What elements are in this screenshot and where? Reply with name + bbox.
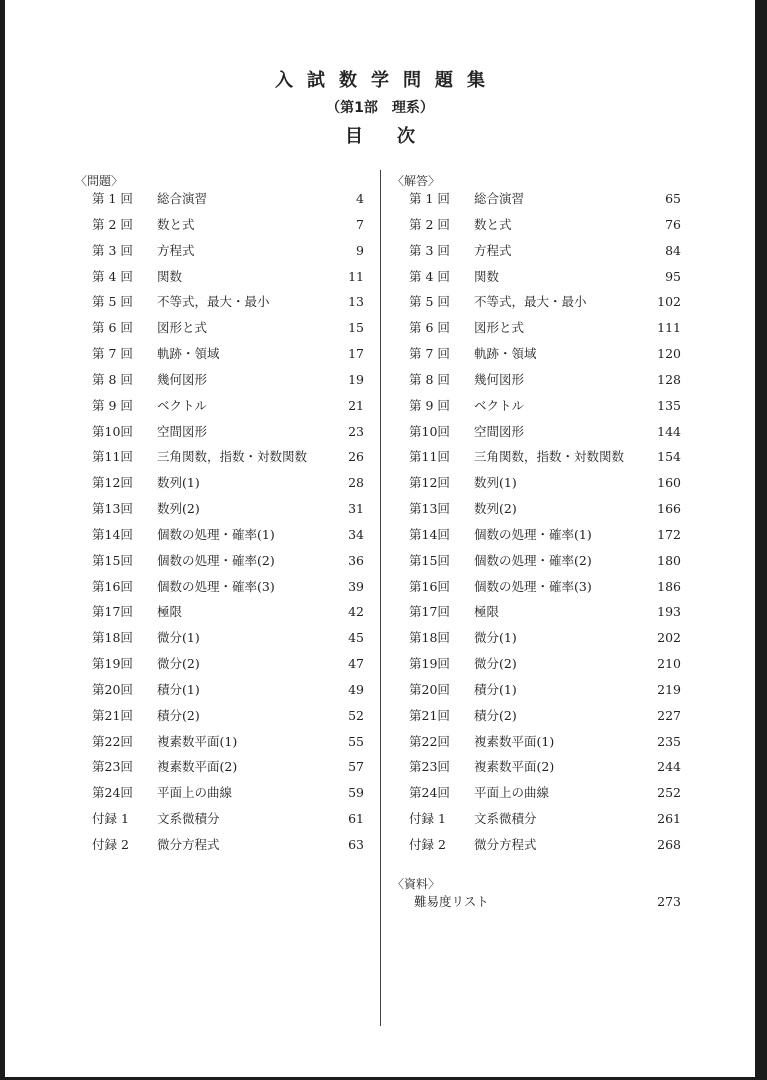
- entry-label: 第 2 回: [409, 216, 450, 232]
- toc-entry[interactable]: [92, 628, 364, 648]
- entry-title: 数と式: [157, 216, 195, 232]
- toc-entry[interactable]: [409, 680, 681, 700]
- entry-title: 積分(1): [474, 681, 517, 697]
- entry-title: 積分(2): [474, 707, 517, 723]
- entry-page: 244: [657, 759, 681, 775]
- entry-label: 第 9 回: [92, 397, 133, 413]
- entry-title: 総合演習: [157, 191, 208, 206]
- entry-page: 193: [657, 604, 681, 620]
- entry-label: 付録 2: [409, 837, 446, 852]
- entry-title: 図形と式: [157, 320, 208, 336]
- toc-entry[interactable]: [409, 892, 681, 912]
- entry-title: 幾何図形: [157, 371, 208, 387]
- entry-page: 65: [665, 191, 681, 206]
- entry-label: 付録 1: [92, 811, 129, 827]
- entry-label: 第17回: [92, 604, 133, 620]
- entry-page: 39: [348, 578, 364, 594]
- toc-entry[interactable]: [409, 757, 681, 777]
- entry-label: 第13回: [92, 501, 133, 517]
- entry-label: 第17回: [409, 604, 450, 620]
- book-title: 入試数学問題集: [275, 70, 499, 91]
- entry-page: 31: [348, 501, 364, 517]
- entry-page: 9: [356, 242, 364, 258]
- toc-entry[interactable]: [92, 422, 364, 442]
- entry-page: 202: [657, 630, 681, 646]
- toc-entry[interactable]: [92, 396, 364, 416]
- entry-label: 第14回: [409, 526, 450, 542]
- toc-entry[interactable]: [92, 241, 364, 261]
- entry-page: 252: [657, 785, 681, 801]
- entry-title: 複素数平面(1): [157, 733, 238, 749]
- document-page: [5, 0, 755, 1077]
- toc-entry[interactable]: [92, 654, 364, 674]
- toc-entry[interactable]: [409, 809, 681, 829]
- entry-page: 42: [348, 604, 364, 620]
- entry-page: 154: [657, 449, 681, 465]
- entry-page: 111: [657, 320, 681, 336]
- entry-label: 第24回: [409, 785, 450, 801]
- entry-page: 55: [348, 733, 364, 749]
- entry-title: 個数の処理・確率(1): [157, 526, 275, 542]
- entry-title: 個数の処理・確率(1): [474, 526, 592, 542]
- entry-page: 34: [348, 526, 364, 542]
- toc-entry[interactable]: [409, 292, 681, 312]
- toc-entry[interactable]: [92, 809, 364, 829]
- entry-title: 不等式，最大・最小: [474, 294, 587, 310]
- entry-page: 21: [348, 397, 364, 413]
- entry-title: 複素数平面(1): [474, 733, 555, 749]
- entry-label: 第 6 回: [409, 320, 450, 336]
- entry-label: 第22回: [409, 733, 450, 749]
- entry-title: 文系微積分: [474, 811, 537, 827]
- entry-label: 第11回: [409, 449, 450, 465]
- entry-label: 第11回: [92, 449, 133, 465]
- toc-entry[interactable]: [92, 447, 364, 467]
- toc-entry[interactable]: [92, 267, 364, 287]
- entry-label: 第18回: [409, 630, 450, 646]
- entry-title: 微分方程式: [157, 837, 220, 852]
- entry-page: 11: [348, 268, 364, 284]
- entry-label: 第 3 回: [92, 242, 133, 258]
- toc-entry[interactable]: [92, 706, 364, 726]
- entry-label: 第15回: [92, 552, 133, 568]
- toc-entry[interactable]: [409, 344, 681, 364]
- entry-label: 第16回: [92, 578, 133, 594]
- entry-page: 210: [657, 656, 681, 672]
- column-divider: [380, 170, 381, 1026]
- entry-label: 第14回: [92, 526, 133, 542]
- entry-page: 84: [665, 242, 681, 258]
- toc-entry[interactable]: [92, 680, 364, 700]
- toc-entry[interactable]: [92, 370, 364, 390]
- entry-title: 積分(1): [157, 681, 200, 697]
- entry-title: 数列(1): [474, 475, 517, 491]
- entry-title: 方程式: [474, 242, 512, 258]
- entry-title: 軌跡・領域: [474, 346, 537, 362]
- entry-label: 第 3 回: [409, 242, 450, 258]
- entry-page: 49: [348, 681, 364, 697]
- entry-page: 235: [657, 733, 681, 749]
- entry-title: 数列(2): [474, 501, 517, 517]
- toc-entry[interactable]: [92, 525, 364, 545]
- entry-page: 76: [665, 216, 681, 232]
- toc-entry[interactable]: [409, 189, 681, 209]
- entry-title: 平面上の曲線: [157, 785, 233, 801]
- toc-entry[interactable]: [92, 499, 364, 519]
- entry-title: ベクトル: [157, 397, 208, 413]
- toc-entry[interactable]: [92, 318, 364, 338]
- entry-label: 第18回: [92, 630, 133, 646]
- entry-page: 172: [657, 526, 681, 542]
- entry-page: 273: [657, 894, 681, 909]
- toc-entry[interactable]: [409, 370, 681, 390]
- entry-page: 47: [348, 656, 364, 672]
- materials-heading: 〈資料〉: [392, 877, 441, 891]
- toc-entry[interactable]: [409, 628, 681, 648]
- entry-page: 52: [348, 707, 364, 723]
- entry-label: 第20回: [92, 681, 133, 697]
- toc-entry[interactable]: [409, 602, 681, 622]
- toc-entry[interactable]: [409, 422, 681, 442]
- entry-page: 28: [348, 475, 364, 491]
- entry-label: 第19回: [92, 656, 133, 672]
- entry-title: 総合演習: [474, 191, 525, 206]
- entry-page: 26: [348, 449, 364, 465]
- toc-entry[interactable]: [409, 473, 681, 493]
- entry-title: 関数: [157, 268, 183, 284]
- entry-label: 第23回: [409, 759, 450, 775]
- entry-label: 第13回: [409, 501, 450, 517]
- entry-label: 第 5 回: [409, 294, 450, 310]
- toc-entry[interactable]: [409, 835, 681, 855]
- entry-page: 63: [348, 837, 364, 852]
- toc-entry[interactable]: [92, 577, 364, 597]
- entry-page: 219: [657, 681, 681, 697]
- entry-label: 第16回: [409, 578, 450, 594]
- toc-entry[interactable]: [92, 292, 364, 312]
- entry-page: 261: [657, 811, 681, 827]
- book-subtitle: （第1部 理系）: [326, 100, 434, 116]
- entry-label: 第12回: [92, 475, 133, 491]
- entry-title: 数列(1): [157, 475, 200, 491]
- entry-label: 第 4 回: [92, 268, 133, 284]
- toc-entry[interactable]: [92, 344, 364, 364]
- entry-label: 第 7 回: [409, 346, 450, 362]
- toc-entry[interactable]: [409, 447, 681, 467]
- entry-label: 第19回: [409, 656, 450, 672]
- toc-entry[interactable]: [92, 189, 364, 209]
- entry-page: 59: [348, 785, 364, 801]
- entry-title: 三角関数，指数・対数関数: [157, 449, 308, 465]
- entry-label: 第20回: [409, 681, 450, 697]
- entry-title: 極限: [474, 604, 500, 620]
- entry-label: 第22回: [92, 733, 133, 749]
- entry-label: 第15回: [409, 552, 450, 568]
- entry-page: 166: [657, 501, 681, 517]
- entry-label: 付録 2: [92, 837, 129, 852]
- entry-label: 第21回: [92, 707, 133, 723]
- entry-title: 微分(1): [474, 630, 517, 646]
- entry-title: 文系微積分: [157, 811, 220, 827]
- entry-page: 19: [348, 371, 364, 387]
- entry-title: 空間図形: [157, 423, 208, 439]
- entry-title: 微分(2): [157, 656, 200, 672]
- entry-label: 第10回: [409, 423, 450, 439]
- toc-entry[interactable]: [92, 757, 364, 777]
- entry-page: 23: [348, 423, 364, 439]
- entry-title: 個数の処理・確率(3): [474, 578, 592, 594]
- entry-title: 三角関数，指数・対数関数: [474, 449, 625, 465]
- entry-page: 128: [657, 371, 681, 387]
- entry-page: 13: [348, 294, 364, 310]
- entry-label: 第 4 回: [409, 268, 450, 284]
- entry-title: 図形と式: [474, 320, 525, 336]
- entry-title: 微分(1): [157, 630, 200, 646]
- entry-label: 第 6 回: [92, 320, 133, 336]
- entry-title: 不等式，最大・最小: [157, 294, 270, 310]
- entry-label: 第 5 回: [92, 294, 133, 310]
- toc-entry[interactable]: [92, 602, 364, 622]
- toc-entry[interactable]: [409, 499, 681, 519]
- entry-page: 15: [348, 320, 364, 336]
- entry-label: 第 8 回: [92, 371, 133, 387]
- entry-title: 数列(2): [157, 501, 200, 517]
- entry-title: 微分方程式: [474, 837, 537, 852]
- toc-entry[interactable]: [409, 267, 681, 287]
- toc-entry[interactable]: [92, 732, 364, 752]
- toc-entry[interactable]: [92, 215, 364, 235]
- entry-title: 個数の処理・確率(3): [157, 578, 275, 594]
- entry-label: 第24回: [92, 785, 133, 801]
- entry-label: 第 9 回: [409, 397, 450, 413]
- toc-entry[interactable]: [409, 732, 681, 752]
- toc-entry[interactable]: [409, 706, 681, 726]
- entry-page: 180: [657, 552, 681, 568]
- entry-page: 268: [657, 837, 681, 852]
- entry-title: 積分(2): [157, 707, 200, 723]
- answers-heading: 〈解答〉: [392, 174, 441, 188]
- toc-entry[interactable]: [92, 473, 364, 493]
- entry-title: 微分(2): [474, 656, 517, 672]
- entry-title: 複素数平面(2): [474, 759, 555, 775]
- entry-page: 160: [657, 475, 681, 491]
- entry-page: 227: [657, 707, 681, 723]
- toc-entry[interactable]: [409, 396, 681, 416]
- entry-label: 第10回: [92, 423, 133, 439]
- entry-label: 第23回: [92, 759, 133, 775]
- entry-page: 57: [348, 759, 364, 775]
- entry-page: 144: [657, 423, 681, 439]
- entry-label: 第 7 回: [92, 346, 133, 362]
- entry-label: 第 8 回: [409, 371, 450, 387]
- entry-page: 17: [348, 346, 364, 362]
- toc-entry[interactable]: [409, 241, 681, 261]
- entry-title: 方程式: [157, 242, 195, 258]
- toc-entry[interactable]: [409, 525, 681, 545]
- entry-title: 関数: [474, 268, 500, 284]
- toc-entry[interactable]: [409, 654, 681, 674]
- entry-label: 第 1 回: [409, 191, 450, 206]
- entry-page: 7: [356, 216, 364, 232]
- entry-label: 第 2 回: [92, 216, 133, 232]
- entry-title: 数と式: [474, 216, 512, 232]
- toc-entry[interactable]: [409, 318, 681, 338]
- problems-heading: 〈問題〉: [75, 174, 124, 188]
- entry-page: 45: [348, 630, 364, 646]
- toc-entry[interactable]: [409, 551, 681, 571]
- entry-title: 平面上の曲線: [474, 785, 550, 801]
- entry-label: 第21回: [409, 707, 450, 723]
- entry-page: 61: [348, 811, 364, 827]
- entry-title: 幾何図形: [474, 371, 525, 387]
- entry-page: 186: [657, 578, 681, 594]
- entry-title: ベクトル: [474, 397, 525, 413]
- toc-entry[interactable]: [409, 783, 681, 803]
- entry-title: 軌跡・領域: [157, 346, 220, 362]
- entry-title: 個数の処理・確率(2): [474, 552, 592, 568]
- entry-page: 102: [657, 294, 681, 310]
- toc-entry[interactable]: [92, 835, 364, 855]
- entry-title: 空間図形: [474, 423, 525, 439]
- entry-title: 極限: [157, 604, 183, 620]
- toc-entry[interactable]: [409, 215, 681, 235]
- entry-page: 36: [348, 552, 364, 568]
- entry-page: 120: [657, 346, 681, 362]
- entry-page: 135: [657, 397, 681, 413]
- toc-entry[interactable]: [92, 783, 364, 803]
- entry-title: 難易度リスト: [414, 894, 489, 909]
- toc-title: 目次: [345, 126, 449, 147]
- entry-page: 4: [356, 191, 364, 206]
- entry-title: 複素数平面(2): [157, 759, 238, 775]
- toc-entry[interactable]: [92, 551, 364, 571]
- entry-label: 第 1 回: [92, 191, 133, 206]
- entry-title: 個数の処理・確率(2): [157, 552, 275, 568]
- entry-label: 付録 1: [409, 811, 446, 827]
- entry-label: 第12回: [409, 475, 450, 491]
- entry-page: 95: [665, 268, 681, 284]
- toc-entry[interactable]: [409, 577, 681, 597]
